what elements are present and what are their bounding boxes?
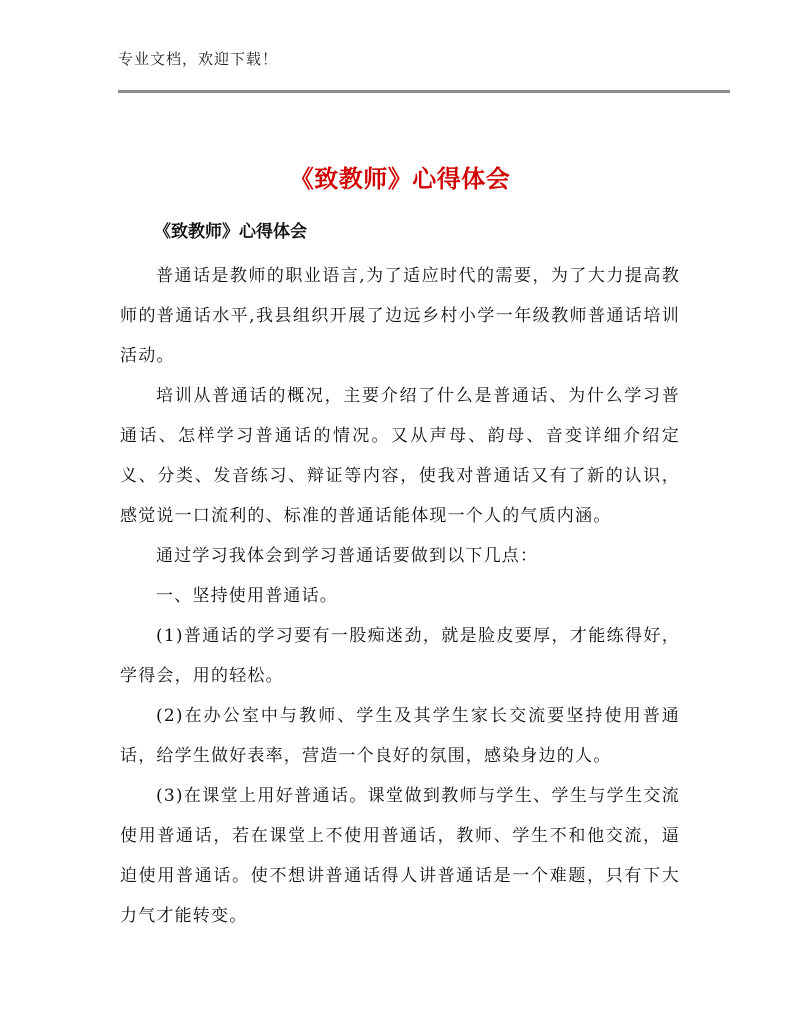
paragraph-key-points-intro: 通过学习我体会到学习普通话要做到以下几点： (156, 546, 539, 566)
document-title: 《致教师》心得体会 (289, 165, 511, 194)
paragraph-training-overview: 培训从普通话的概况，主要介绍了什么是普通话、为什么学习普通话、怎样学习普通话的情况。又从声母、韵母、音变详细介绍定义、分类、发音练习、辩证等内容，使我对普通话又有了新的认识，感觉说一口流利的、标准的普通话能体现一个人的气质内涵。 (120, 386, 680, 526)
header-note: 专业文档，欢迎下载！ (118, 50, 279, 68)
document-body (120, 218, 680, 936)
paragraph-intro: 普通话是教师的职业语言,为了适应时代的需要，为了大力提高教师的普通话水平,我县组织开展了边远乡村小学一年级教师普通话培训活动。 (120, 266, 680, 366)
paragraph-point-2: (2)在办公室中与教师、学生及其学生家长交流要坚持使用普通话，给学生做好表率，营造一个良好的氛围，感染身边的人。 (120, 706, 680, 766)
header-divider (118, 90, 730, 93)
document-subtitle: 《致教师》心得体会 (154, 222, 307, 242)
paragraph-point-1: (1)普通话的学习要有一股痴迷劲，就是脸皮要厚，才能练得好，学得会，用的轻松。 (120, 626, 680, 686)
paragraph-section-heading: 一、坚持使用普通话。 (156, 586, 338, 606)
paragraph-point-3: (3)在课堂上用好普通话。课堂做到教师与学生、学生与学生交流使用普通话，若在课堂上不使用普通话，教师、学生不和他交流，逼迫使用普通话。使不想讲普通话得人讲普通话是一个难题，只有下大力气才能转变。 (120, 786, 680, 926)
